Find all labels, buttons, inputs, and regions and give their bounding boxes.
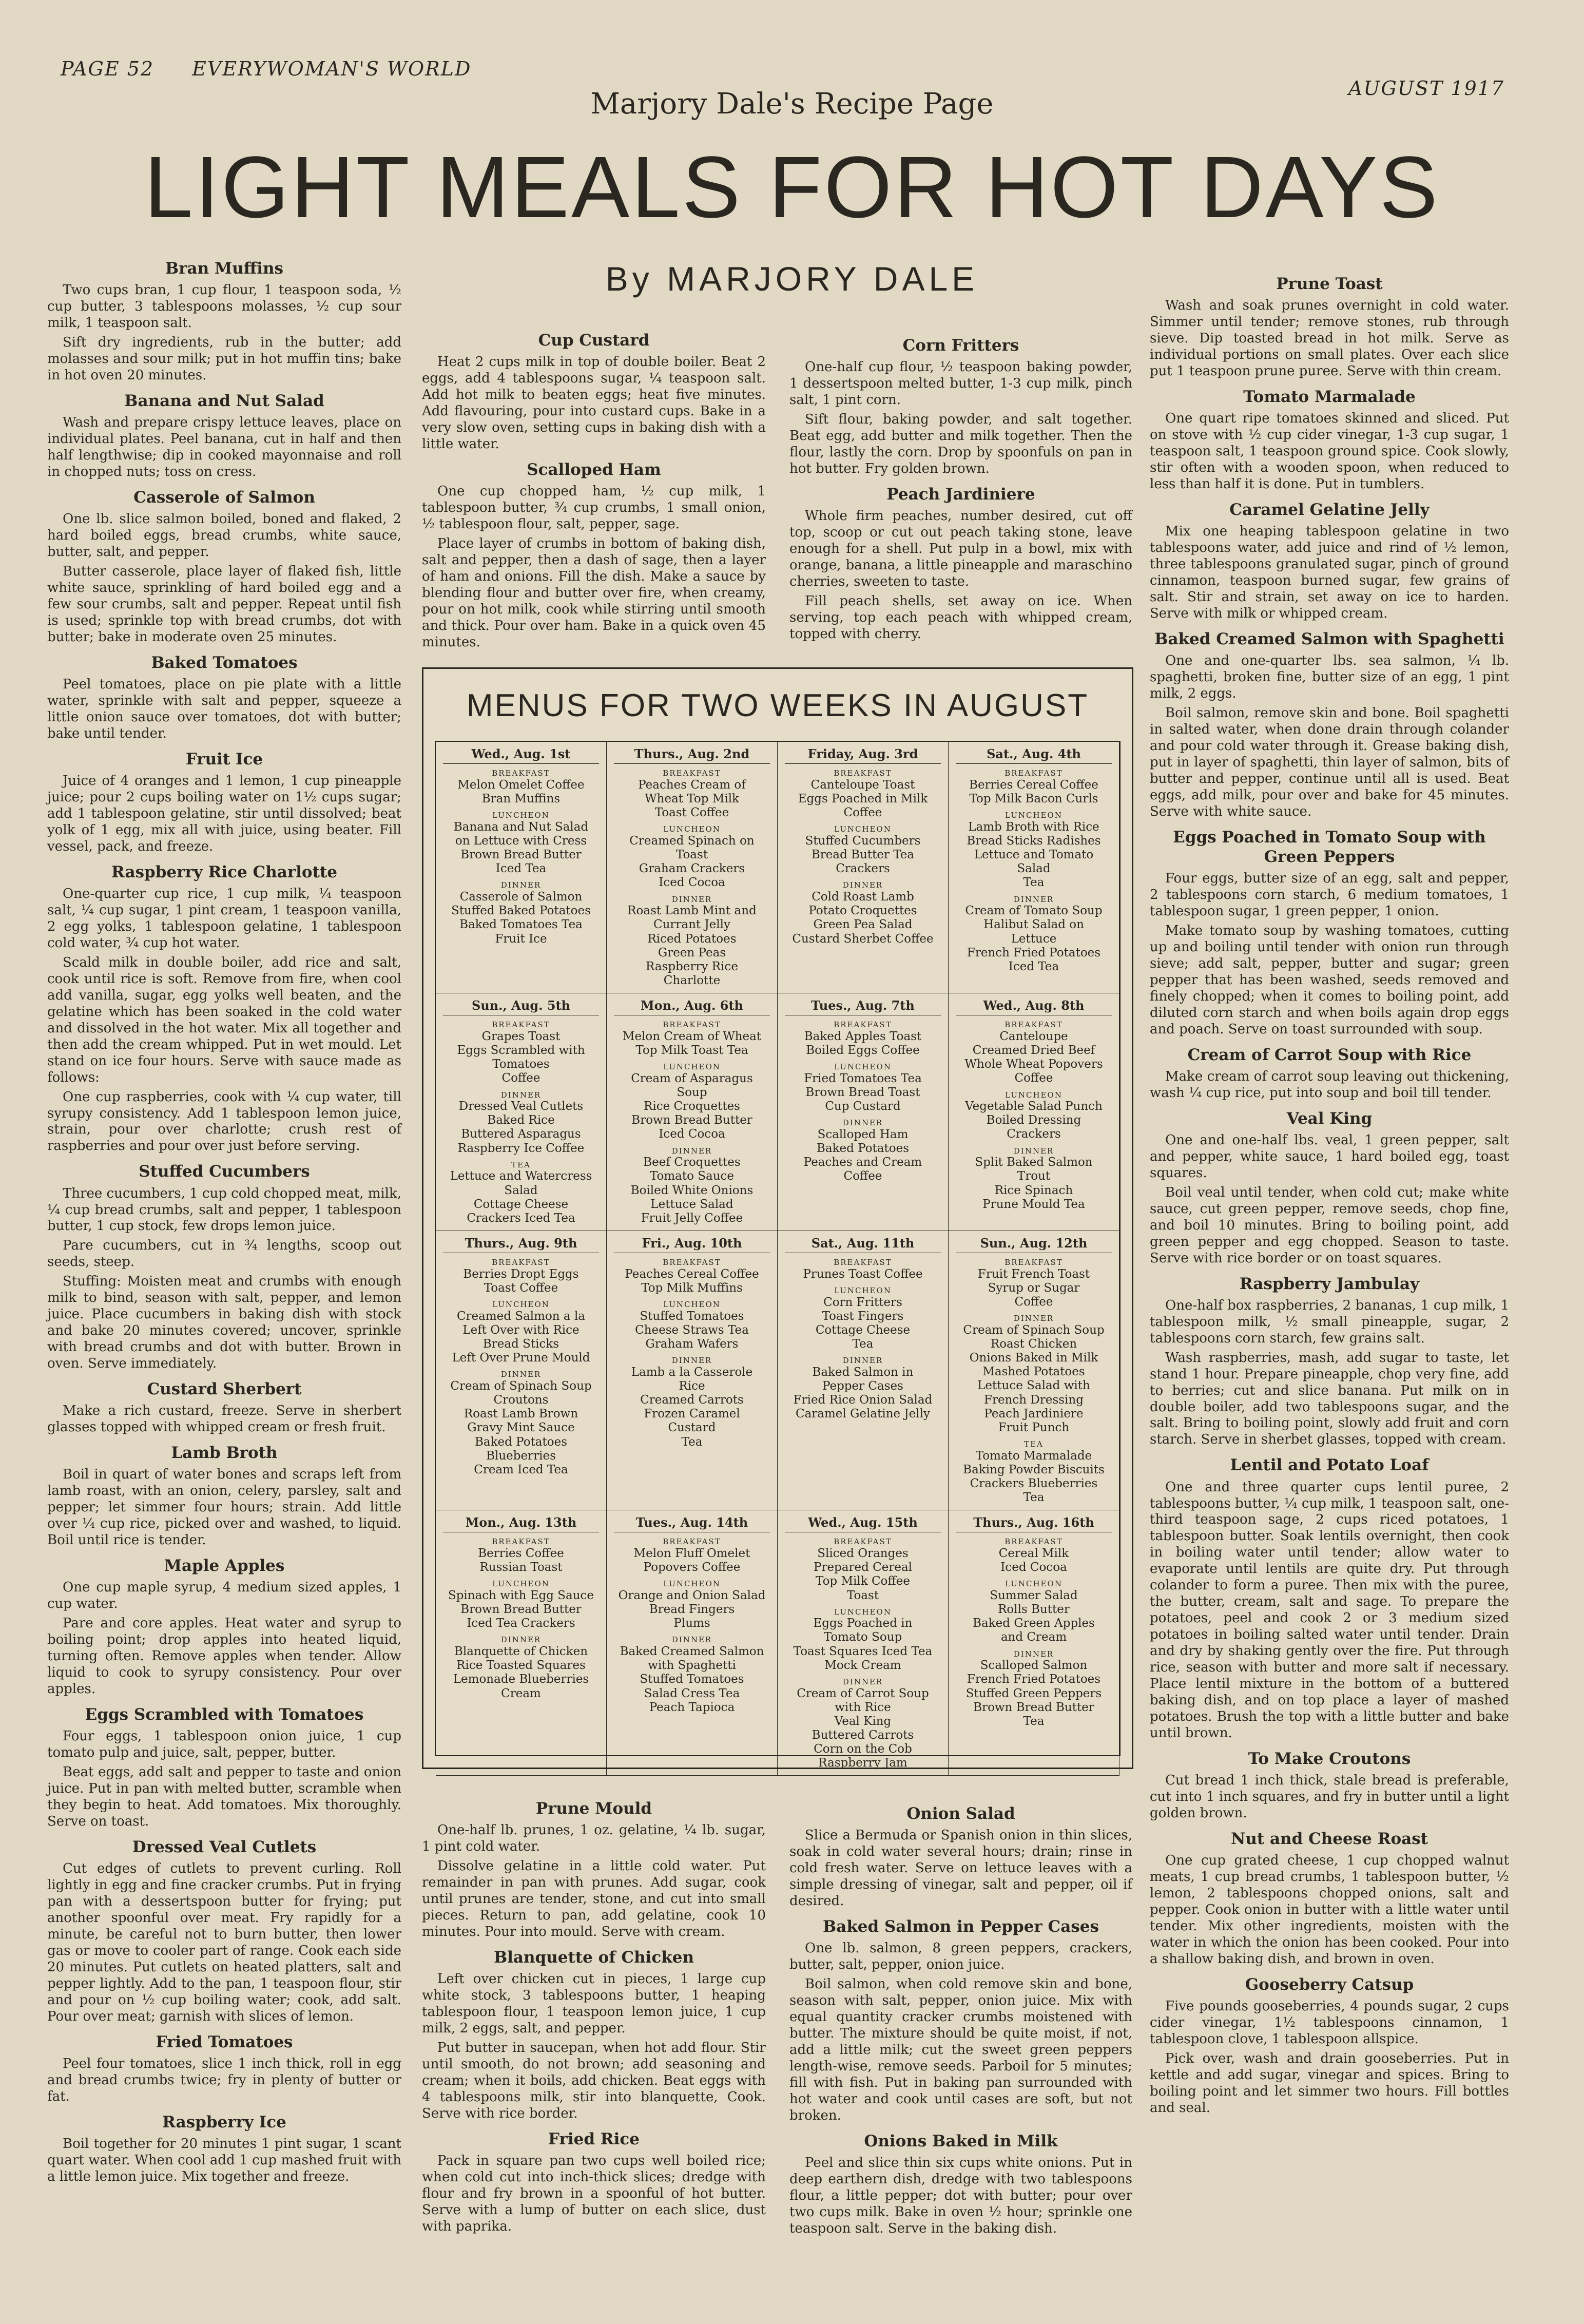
menu-meal-name: DINNER	[842, 1356, 883, 1366]
menu-meal-items: Blanquette of Chicken Rice Toasted Squares Lemonade Blueberries Cream	[453, 1645, 589, 1700]
menu-meal-name: BREAKFAST	[1005, 1020, 1063, 1030]
menu-day	[949, 993, 1119, 1231]
menu-meal-items: Stuffed Cucumbers Bread Butter Tea Crackers	[805, 834, 921, 876]
menu-meal-items: Summer Salad Rolls Butter Baked Green Apples and Cream	[973, 1589, 1095, 1644]
menu-day	[607, 1231, 778, 1510]
menu-day	[607, 993, 778, 1231]
menu-day-name: Sat., Aug. 11th	[785, 1236, 941, 1253]
menu-day-name: Thurs., Aug. 16th	[956, 1515, 1112, 1532]
recipe-text: Heat 2 cups milk in top of double boiler. Beat 2 eggs, add 4 tablespoons sugar, ¼ teaspoon salt. Add hot milk to beaten eggs; heat five minutes. Add flavouring, pour into custard cups. Bake in a very slow oven, setting cups in baking dish with a little water.	[422, 354, 766, 452]
recipe-text: One-half box raspberries, 2 bananas, 1 cup milk, 1 tablespoon milk, ½ small pineapple, sugar, 2 tablespoons corn starch, few grains salt.	[1150, 1297, 1509, 1346]
recipe-text: Whole firm peaches, number desired, cut off top, scoop or cut out peach taking stone, leave enough for a shell. Put pulp in a bowl, mix with orange, banana, a little pineapple and maraschino cherries, sweeten to taste.	[789, 508, 1132, 589]
recipe-title: Fried Tomatoes	[156, 2032, 293, 2051]
menu-meal-name: TEA	[1024, 1439, 1044, 1449]
menu-meal-items: Lamb a la Casserole Rice Creamed Carrots Frozen Caramel Custard Tea	[631, 1365, 753, 1449]
recipe-text: Slice a Bermuda or Spanish onion in thin slices, soak in cold water several hours; drain; rinse in cold fresh water. Serve on lettuce leaves with a simple dressing of vinegar, salt and pepper, oil if desired.	[789, 1828, 1132, 1909]
menu-meal-name: LUNCHEON	[492, 811, 550, 820]
menu-meal-items: Cream of Asparagus Soup Rice Croquettes Brown Bread Butter Iced Cocoa	[631, 1071, 753, 1141]
recipe-title: Nut and Cheese Roast	[1230, 1830, 1428, 1849]
recipe-text: Dissolve gelatine in a little cold water. Put remainder in pan with prunes. Add sugar, cook until prunes are tender, stone, and cut into small pieces. Return to pan, add gelatine, cook 10 minutes. Pour into mould. Serve with cream.	[422, 1858, 766, 1939]
menu-day	[436, 1231, 607, 1510]
menu-meal-items: Baked Salmon in Pepper Cases Fried Rice Onion Salad Caramel Gelatine Jelly	[793, 1365, 933, 1421]
menu-meal-items: Scalloped Salmon French Fried Potatoes Stuffed Green Peppers Brown Bread Butter Tea	[965, 1659, 1102, 1728]
menu-meal-items: Eggs Poached in Tomato Soup Toast Squares Iced Tea Mock Cream	[793, 1617, 933, 1672]
recipe-title: Onion Salad	[906, 1804, 1015, 1823]
recipe-text: One-half lb. prunes, 1 oz. gelatine, ¼ lb. sugar, 1 pint cold water.	[422, 1822, 766, 1855]
recipe-text: Pare and core apples. Heat water and syrup to boiling point; drop apples into heated liquid, turning often. Remove apples when tender. Allow liquid to cook to syrupy consistency. Pour over apples.	[47, 1616, 401, 1697]
menu-meal-name: DINNER	[842, 1118, 883, 1128]
menu-meal-name: DINNER	[671, 1635, 712, 1645]
menu-meal-items: Corn Fritters Toast Fingers Cottage Cheese Tea	[815, 1295, 911, 1351]
recipe-title: Eggs Scrambled with Tomatoes	[85, 1705, 364, 1724]
menu-meal-name: DINNER	[671, 894, 712, 904]
menu-day	[778, 1231, 949, 1510]
recipe-text: Five pounds gooseberries, 4 pounds sugar, 2 cups cider vinegar, 1½ tablespoons cinnamon, 1 tablespoon clove, 1 tablespoon allspice.	[1150, 1999, 1509, 2047]
menu-meal-items: Creamed Salmon a la Left Over with Rice Bread Sticks Left Over Prune Mould	[452, 1309, 590, 1365]
menu-meal-items: Lamb Broth with Rice Bread Sticks Radishes Lettuce and Tomato Salad Tea	[967, 820, 1101, 890]
recipe-text: Sift flour, baking powder, and salt together. Beat egg, add butter and milk together. Then the flour, lastly the corn. Drop by spoonfuls on pan in hot butter. Fry golden brown.	[789, 412, 1132, 476]
recipe-title: Gooseberry Catsup	[1245, 1975, 1414, 1994]
recipe-text: Boil together for 20 minutes 1 pint sugar, 1 scant quart water. When cool add 1 cup mashed fruit with a little lemon juice. Mix together and freeze.	[47, 2136, 401, 2184]
recipe-title: Raspberry Jambulay	[1239, 1274, 1420, 1293]
mid-left-column	[422, 323, 766, 654]
recipe-title: Caramel Gelatine Jelly	[1229, 500, 1430, 519]
menu-meal-items: Peaches Cereal Coffee Top Milk Muffins	[625, 1267, 759, 1295]
menu-meal-name: BREAKFAST	[663, 769, 721, 778]
recipe-text: Four eggs, 1 tablespoon onion juice, 1 cup tomato pulp and juice, salt, pepper, butter.	[47, 1728, 401, 1761]
byline: By MARJORY DALE	[605, 260, 979, 298]
menu-day-name: Tues., Aug. 14th	[614, 1515, 770, 1532]
menu-meal-items: Tomato Marmalade Baking Powder Biscuits Crackers Blueberries Tea	[963, 1449, 1105, 1504]
recipe-title: Stuffed Cucumbers	[139, 1162, 310, 1181]
menu-day	[436, 993, 607, 1231]
recipe-text: Fill peach shells, set away on ice. When serving, top each peach with whipped cream, topped with cherry.	[789, 593, 1132, 642]
menu-meal-name: BREAKFAST	[663, 1020, 721, 1030]
recipe-text: One-half cup flour, ½ teaspoon baking powder, 1 dessertspoon melted butter, 1-3 cup milk, pinch salt, 1 pint corn.	[789, 359, 1132, 408]
recipe-title: Peach Jardiniere	[886, 485, 1035, 504]
menu-meal-items: Banana and Nut Salad on Lettuce with Cress Brown Bread Butter Iced Tea	[453, 820, 589, 876]
menu-meal-items: Casserole of Salmon Stuffed Baked Potatoes Baked Tomatoes Tea Fruit Ice	[451, 890, 591, 946]
menu-meal-items: Cream of Spinach Soup Croutons Roast Lamb Brown Gravy Mint Sauce Baked Potatoes Blueberries Cream Iced Tea	[450, 1379, 592, 1476]
menu-day	[607, 1510, 778, 1776]
menu-meal-items: Berries Coffee Russian Toast	[478, 1547, 564, 1574]
recipe-text: Put butter in saucepan, when hot add flour. Stir until smooth, do not brown; add seasoning and cream; when it boils, add chicken. Beat eggs with 4 tablespoons milk, stir into blanquette, Cook. Serve with rice border.	[422, 2040, 766, 2121]
recipe-title: Corn Fritters	[902, 336, 1019, 355]
menu-meal-name: DINNER	[671, 1146, 712, 1156]
menu-meal-items: Spinach with Egg Sauce Brown Bread Butter Iced Tea Crackers	[448, 1589, 594, 1630]
recipe-title: Maple Apples	[164, 1557, 285, 1576]
menu-meal-items: Split Baked Salmon Trout Rice Spinach Prune Mould Tea	[975, 1156, 1093, 1211]
menu-meal-name: LUNCHEON	[834, 1607, 892, 1617]
menu-meal-items: Cold Roast Lamb Potato Croquettes Green Pea Salad Custard Sherbet Coffee	[792, 890, 934, 946]
menus-title: MENUS FOR TWO WEEKS IN AUGUST	[466, 688, 1089, 723]
menu-day-name: Wed., Aug. 8th	[956, 998, 1112, 1015]
recipe-title: Baked Tomatoes	[151, 653, 298, 672]
recipe-text: Stuffing: Moisten meat and crumbs with enough milk to bind, season with salt, pepper, and lemon juice. Place cucumbers in baking dish with stock and bake 20 minutes covered; uncover, sprinkle with bread crumbs and dot with butter. Brown in oven. Serve immediately.	[47, 1274, 401, 1372]
page-number: PAGE 52	[61, 57, 154, 80]
recipe-text: Pack in square pan two cups well boiled rice; when cold cut into inch-thick slices; dredge with flour and fry brown in a spoonful of hot butter. Serve with a lump of butter on each slice, dust with paprika.	[422, 2153, 766, 2234]
recipe-text: Four eggs, butter size of an egg, salt and pepper, 2 tablespoons corn starch, 6 medium tomatoes, 1 tablespoon sugar, 1 green pepper, 1 onion.	[1150, 870, 1509, 919]
recipe-text: Three cucumbers, 1 cup cold chopped meat, milk, ¼ cup bread crumbs, salt and pepper, 1 tablespoon butter, 1 cup stock, few drops lemon juice.	[47, 1185, 401, 1234]
recipe-text: One cup maple syrup, 4 medium sized apples, 1 cup water.	[47, 1580, 401, 1612]
recipe-title: Onions Baked in Milk	[864, 2131, 1058, 2150]
menu-meal-name: BREAKFAST	[1005, 769, 1063, 778]
recipe-text: Beat eggs, add salt and pepper to taste and onion juice. Put in pan with melted butter, scramble when they begin to heat. Add tomatoes. Mix thoroughly. Serve on toast.	[47, 1764, 401, 1830]
menu-meal-items: Fruit French Toast Syrup or Sugar Coffee	[977, 1267, 1090, 1309]
recipe-title: Raspberry Ice	[162, 2112, 286, 2131]
recipe-text: Wash and prepare crispy lettuce leaves, place on individual plates. Peel banana, cut in half and then half lengthwise; dip in cooked mayonnaise and roll in chopped nuts; toss on cress.	[47, 415, 401, 479]
recipe-text: Butter casserole, place layer of flaked fish, little white sauce, sprinkling of hard boiled egg and a few sour crumbs, salt and pepper. Repeat until fish is used; sprinkle top with bread crumbs, dot with butter; bake in moderate oven 25 minutes.	[47, 563, 401, 645]
recipe-title: Bran Muffins	[165, 259, 284, 278]
page-name: Marjory Dale's Recipe Page	[590, 87, 994, 121]
menu-day-name: Wed., Aug. 1st	[443, 747, 599, 764]
recipe-text: Peel and slice thin six cups white onions. Put in deep earthern dish, dredge with two tablespoons flour, a little pepper; dot with butter; pour over two cups milk. Bake in oven ½ hour; sprinkle one teaspoon salt. Serve in the baking dish.	[789, 2155, 1132, 2236]
menu-meal-name: DINNER	[1013, 1649, 1054, 1659]
page-header-left	[61, 57, 503, 80]
right-column	[1150, 267, 1509, 2120]
menu-meal-name: LUNCHEON	[663, 1062, 721, 1072]
recipe-title: Casserole of Salmon	[133, 488, 315, 507]
menu-meal-name: LUNCHEON	[663, 1579, 721, 1589]
menu-day	[607, 742, 778, 993]
menu-meal-name: DINNER	[671, 1356, 712, 1366]
menu-meal-name: LUNCHEON	[663, 1300, 721, 1310]
recipe-title: Lentil and Potato Loaf	[1230, 1456, 1429, 1475]
menu-day-name: Mon., Aug. 6th	[614, 998, 770, 1015]
menu-meal-name: DINNER	[842, 880, 883, 890]
menu-meal-items: Grapes Toast Eggs Scrambled with Tomatoes Coffee	[457, 1030, 585, 1085]
menu-meal-name: BREAKFAST	[834, 1537, 892, 1547]
recipe-text: Boil in quart of water bones and scraps left from lamb roast, with an onion, celery, parsley, salt and pepper; let simmer four hours; strain. Add little over ¼ cup rice, picked over and washed, to liquid. Boil until rice is tender.	[47, 1467, 401, 1548]
menu-meal-name: LUNCHEON	[1005, 1090, 1063, 1100]
menu-meal-name: LUNCHEON	[663, 824, 721, 834]
recipe-text: One and one-quarter lbs. sea salmon, ¼ lb. spaghetti, broken fine, butter size of an egg, 1 pint milk, 2 eggs.	[1150, 653, 1509, 701]
menu-meal-items: Sliced Oranges Prepared Cereal Top Milk Coffee Toast	[813, 1547, 913, 1602]
menu-meal-items: Cream of Spinach Soup Roast Chicken Onions Baked in Milk Mashed Potatoes Lettuce Salad with French Dressing Peach Jardiniere Fruit Punch	[963, 1323, 1105, 1434]
recipe-text: One lb. slice salmon boiled, boned and flaked, 2 hard boiled eggs, bread crumbs, white sauce, butter, salt, and pepper.	[47, 511, 401, 560]
recipe-text: One quart ripe tomatoes skinned and sliced. Put on stove with ½ cup cider vinegar, 1-3 cup sugar, 1 teaspoon salt, 1 teaspoon ground spice. Cook slowly, stir often with a wooden spoon, when reduced to less than half it is done. Put in tumblers.	[1150, 411, 1509, 492]
menu-day-name: Thurs., Aug. 2nd	[614, 747, 770, 764]
recipe-text: Wash raspberries, mash, add sugar to taste, let stand 1 hour. Prepare pineapple, chop very fine, add to berries; cut and slice banana. Put milk on in double boiler, add two tablespoons sugar, and the salt. Bring to boiling point, slowly add fruit and corn starch. Serve in sherbet glasses, topped with cream.	[1150, 1350, 1509, 1448]
recipe-text: Boil salmon, when cold remove skin and bone, season with salt, pepper, onion juice. Mix with equal quantity cracker crumbs moistened with butter. The mixture should be quite moist, if not, add a little milk; cut the sweet green peppers length-wise, remove seeds. Parboil for 5 minutes; fill with fish. Put in baking pan surrounded with hot water and cook until cases are soft, but not broken.	[789, 1976, 1132, 2123]
menu-meal-items: Peaches Cream of Wheat Top Milk Toast Coffee	[638, 778, 746, 820]
menu-meal-items: Vegetable Salad Punch Boiled Dressing Crackers	[965, 1100, 1103, 1141]
menu-day-name: Thurs., Aug. 9th	[443, 1236, 599, 1253]
menu-meal-name: DINNER	[1013, 1146, 1054, 1156]
menu-meal-name: BREAKFAST	[1005, 1537, 1063, 1547]
issue-date: AUGUST 1917	[1348, 77, 1504, 100]
headline: LIGHT MEALS FOR HOT DAYS	[144, 139, 1440, 236]
bottom-right-column	[789, 1797, 1132, 2240]
menu-meal-items: Orange and Onion Salad Bread Fingers Plums	[618, 1589, 766, 1630]
recipe-title: To Make Croutons	[1248, 1750, 1411, 1769]
menu-meal-items: Melon Cream of Wheat Top Milk Toast Tea	[622, 1030, 762, 1058]
recipe-text: One cup chopped ham, ½ cup milk, 1 tablespoon butter, ¾ cup crumbs, 1 small onion, ½ tablespoon flour, salt, pepper, sage.	[422, 484, 766, 532]
left-column	[47, 252, 401, 2188]
recipe-text: One cup grated cheese, 1 cup chopped walnut meats, 1 cup bread crumbs, 1 tablespoon butter, ½ lemon, 2 tablespoons chopped onions, salt and pepper. Cook onion in butter with a little water until tender. Mix other ingredients, moisten with the water in which the onion has been cooked. Pour into a shallow baking dish, and brown in oven.	[1150, 1853, 1509, 1967]
menu-meal-name: LUNCHEON	[1005, 1579, 1063, 1589]
menu-day	[778, 993, 949, 1231]
menus-box	[422, 667, 1133, 1769]
menu-meal-items: Melon Fluff Omelet Popovers Coffee	[633, 1547, 750, 1574]
recipe-title: Baked Salmon in Pepper Cases	[823, 1917, 1099, 1936]
menu-meal-name: LUNCHEON	[1005, 811, 1063, 820]
recipe-title: Eggs Poached in Tomato Soup with Green Peppers	[1173, 828, 1486, 866]
bottom-left-column	[422, 1792, 766, 2238]
menu-meal-name: BREAKFAST	[492, 1258, 550, 1267]
recipe-text: One lb. salmon, 8 green peppers, crackers, butter, salt, pepper, onion juice.	[789, 1941, 1132, 1973]
recipe-text: One cup raspberries, cook with ¼ cup water, till syrupy consistency. Add 1 tablespoon lemon juice, strain, pour over charlotte; crush rest of raspberries and pour over just before serving.	[47, 1089, 401, 1154]
recipe-text: One and three quarter cups lentil puree, 2 tablespoons butter, ¼ cup milk, 1 teaspoon salt, one-third teaspoon sage, 2 cups riced potatoes, 1 tablespoon butter. Soak lentils overnight, then cook in boiling water until tender; allow water to evaporate until lentils are quite dry. Put through colander to form a puree. Then mix with the puree, the butter, cream, salt and sage. To prepare the potatoes, peel and cook 2 or 3 medium sized potatoes in boiling salted water until tender. Drain and dry by shaking gently over the fire. Put through rice, season with butter and more salt if necessary. Place lentil mixture in the bottom of a buttered baking dish, and on top place a layer of mashed potatoes. Brush the top with a little butter and bake until brown.	[1150, 1479, 1509, 1741]
menu-meal-name: BREAKFAST	[492, 1537, 550, 1547]
menu-day	[949, 1231, 1119, 1510]
menu-meal-items: Cream of Carrot Soup with Rice Veal King Buttered Carrots Corn on the Cob Raspberry Jam	[797, 1686, 929, 1770]
menu-meal-name: BREAKFAST	[834, 1258, 892, 1267]
recipe-text: Mix one heaping tablespoon gelatine in two tablespoons water, add juice and rind of ½ lemon, three tablespoons granulated sugar, pinch of ground cinnamon, teaspoon burned sugar, few grains of salt. Stir and strain, set away on ice to harden. Serve with milk or whipped cream.	[1150, 524, 1509, 621]
menu-meal-items: Stuffed Tomatoes Cheese Straws Tea Graham Wafers	[635, 1309, 749, 1351]
menu-meal-items: Cream of Tomato Soup Halibut Salad on Lettuce French Fried Potatoes Iced Tea	[965, 904, 1103, 973]
menu-day	[949, 1510, 1119, 1776]
menu-meal-name: BREAKFAST	[834, 769, 892, 778]
recipe-text: Two cups bran, 1 cup flour, 1 teaspoon soda, ½ cup butter, 3 tablespoons molasses, ½ cup sour milk, 1 teaspoon salt.	[47, 282, 401, 331]
menu-day	[436, 742, 607, 993]
menu-meal-name: LUNCHEON	[834, 1062, 892, 1072]
menu-meal-items: Cereal Milk Iced Cocoa	[998, 1547, 1069, 1574]
menu-day	[436, 1510, 607, 1776]
menu-meal-name: DINNER	[500, 1090, 542, 1100]
menu-meal-name: LUNCHEON	[834, 824, 892, 834]
menu-day-name: Tues., Aug. 7th	[785, 998, 941, 1015]
menu-meal-items: Canteloupe Toast Eggs Poached in Milk Coffee	[798, 778, 928, 820]
menu-meal-items: Berries Cereal Coffee Top Milk Bacon Curls	[969, 778, 1098, 806]
menu-day	[949, 742, 1119, 993]
menus-grid	[435, 741, 1121, 1770]
recipe-text: Boil veal until tender, when cold cut; make white sauce, cut green pepper, remove seeds, chop fine, and boil 10 minutes. Bring to boiling point, add green pepper and egg chopped. Season to taste. Serve with rice border or on toast squares.	[1150, 1184, 1509, 1266]
menu-meal-name: BREAKFAST	[1005, 1258, 1063, 1267]
recipe-text: Pare cucumbers, cut in ¾ lengths, scoop out seeds, steep.	[47, 1238, 401, 1270]
menu-meal-items: Berries Dropt Eggs Toast Coffee	[463, 1267, 579, 1295]
recipe-text: Boil salmon, remove skin and bone. Boil spaghetti in salted water, when done drain through colander and pour cold water through it. Grease baking dish, put in layer of spaghetti, thin layer of salmon, bits of butter and pepper, continue until all is used. Beat eggs, add milk, pour over and bake for 45 minutes. Serve with white sauce.	[1150, 705, 1509, 819]
recipe-title: Prune Toast	[1276, 275, 1383, 293]
menu-day-name: Friday, Aug. 3rd	[785, 747, 941, 764]
menu-meal-items: Roast Lamb Mint and Currant Jelly Riced Potatoes Green Peas Raspberry Rice Charlotte	[627, 904, 757, 987]
menu-day-name: Sun., Aug. 5th	[443, 998, 599, 1015]
recipe-text: Wash and soak prunes overnight in cold water. Simmer until tender; remove stones, rub through sieve. Dip toasted bread in hot milk. Serve as individual portions on small plates. Over each slice put 1 teaspoon prune puree. Serve with thin cream.	[1150, 298, 1509, 379]
recipe-title: Baked Creamed Salmon with Spaghetti	[1154, 629, 1504, 648]
menu-day-name: Mon., Aug. 13th	[443, 1515, 599, 1532]
recipe-text: Peel tomatoes, place on pie plate with a little water, sprinkle with salt and pepper, squeeze a little onion sauce over tomatoes, dot with butter; bake until tender.	[47, 676, 401, 741]
recipe-text: Peel four tomatoes, slice 1 inch thick, roll in egg and bread crumbs twice; fry in plenty of butter or fat.	[47, 2056, 401, 2104]
menu-meal-name: DINNER	[500, 1635, 542, 1645]
menu-meal-items: Baked Apples Toast Boiled Eggs Coffee	[804, 1030, 922, 1058]
menu-meal-name: LUNCHEON	[492, 1300, 550, 1310]
recipe-text: Juice of 4 oranges and 1 lemon, 1 cup pineapple juice; pour 2 cups boiling water on 1½ cups sugar; add 1 tablespoon gelatine, stir until dissolved; beat yolk of 1 egg, mix all with juice, using beater. Fill vessel, pack, and freeze.	[47, 773, 401, 854]
recipe-text: Cut edges of cutlets to prevent curling. Roll lightly in egg and fine cracker crumbs. Put in frying pan with a dessertspoon butter for frying; put another spoonful over meat. Fry rapidly for a minute, be careful not to burn butter, then lower gas or move to cooler part of range. Cook each side 20 minutes. Put cutlets on heated platters, salt and pepper lightly. Add to the pan, 1 teaspoon flour, stir and pour on ½ cup boiling water; cook, add salt. Pour over meat; garnish with slices of lemon.	[47, 1861, 401, 2024]
menu-meal-name: LUNCHEON	[834, 1286, 892, 1295]
menu-meal-items: Fried Tomatoes Tea Brown Bread Toast Cup Custard	[804, 1071, 922, 1113]
menu-day	[778, 742, 949, 993]
recipe-title: Custard Sherbert	[147, 1380, 302, 1399]
recipe-text: Sift dry ingredients, rub in the butter; add molasses and sour milk; put in hot muffin tins; bake in hot oven 20 minutes.	[47, 335, 401, 383]
menu-meal-items: Lettuce and Watercress Salad Cottage Cheese Crackers Iced Tea	[450, 1169, 592, 1225]
recipe-title: Dressed Veal Cutlets	[132, 1838, 317, 1857]
recipe-text: Make a rich custard, freeze. Serve in sherbert glasses topped with whipped cream or fresh fruit.	[47, 1403, 401, 1435]
recipe-text: Cut bread 1 inch thick, stale bread is preferable, cut into 1 inch squares, and fry in butter until a light golden brown.	[1150, 1773, 1509, 1821]
menu-meal-name: BREAKFAST	[663, 1258, 721, 1267]
recipe-title: Tomato Marmalade	[1243, 387, 1416, 406]
recipe-title: Fruit Ice	[185, 750, 263, 769]
recipe-text: One-quarter cup rice, 1 cup milk, ¼ teaspoon salt, ¼ cup sugar, 1 pint cream, 1 teaspoon vanilla, 2 egg yolks, 1 tablespoon gelatine, 1 tablespoon cold water, ¾ cup hot water.	[47, 886, 401, 951]
menu-day-name: Sat., Aug. 4th	[956, 747, 1112, 764]
menu-meal-items: Canteloupe Creamed Dried Beef Whole Wheat Popovers Coffee	[964, 1030, 1103, 1085]
menu-meal-name: BREAKFAST	[663, 1537, 721, 1547]
recipe-title: Fried Rice	[548, 2129, 640, 2148]
menu-meal-items: Prunes Toast Coffee	[803, 1267, 923, 1281]
menu-meal-items: Baked Creamed Salmon with Spaghetti Stuffed Tomatoes Salad Cress Tea Peach Tapioca	[620, 1645, 764, 1714]
menu-meal-items: Scalloped Ham Baked Potatoes Peaches and Cream Coffee	[803, 1128, 922, 1183]
menu-meal-name: TEA	[511, 1160, 531, 1169]
menu-meal-name: BREAKFAST	[492, 769, 550, 778]
recipe-text: Place layer of crumbs in bottom of baking dish, salt and pepper, then a dash of sage, then a layer of ham and onions. Fill the dish. Make a sauce by blending flour and butter over fire, when creamy, pour on hot milk, cook while stirring until smooth and thick. Pour over ham. Bake in a quick oven 45 minutes.	[422, 535, 766, 650]
menu-meal-items: Melon Omelet Coffee Bran Muffins	[457, 778, 585, 806]
menu-meal-name: BREAKFAST	[492, 1020, 550, 1030]
recipe-text: Scald milk in double boiler, add rice and salt, cook until rice is soft. Remove from fire, when cool add vanilla, sugar, egg yolks well beaten, and the gelatine which has been soaked in the cold water and dissolved in the hot water. Mix all together and then add the cream whipped. Put in wet mould. Let stand on ice four hours. Serve with sauce made as follows:	[47, 954, 401, 1085]
menu-meal-name: DINNER	[1013, 1314, 1054, 1323]
menu-meal-name: LUNCHEON	[492, 1579, 550, 1589]
recipe-title: Banana and Nut Salad	[124, 391, 324, 410]
menu-meal-name: DINNER	[500, 1370, 542, 1379]
recipe-text: Make tomato soup by washing tomatoes, cutting up and boiling until tender with onion run through sieve; add salt, pepper, butter and sugar; green pepper that has been washed, seeds removed and finely chopped; when it comes to boiling point, add diluted corn starch and when boils again drop eggs and poach. Serve on toast surrounded with soup.	[1150, 923, 1509, 1037]
recipe-title: Cup Custard	[538, 331, 650, 350]
recipe-title: Cream of Carrot Soup with Rice	[1187, 1045, 1472, 1064]
recipe-text: Left over chicken cut in pieces, 1 large cup white stock, 3 tablespoons butter, 1 heaping tablespoon flour, 1 teaspoon lemon juice, 1 cup milk, 2 eggs, salt, and pepper.	[422, 1971, 766, 2036]
menu-meal-items: Creamed Spinach on Toast Graham Crackers Iced Cocoa	[629, 834, 755, 890]
recipe-title: Veal King	[1286, 1109, 1373, 1128]
recipe-title: Prune Mould	[535, 1799, 652, 1818]
recipe-text: Make cream of carrot soup leaving out thickening, wash ¼ cup rice, put into soup and boil till tender.	[1150, 1068, 1509, 1101]
menu-meal-name: DINNER	[842, 1677, 883, 1686]
menu-meal-name: BREAKFAST	[834, 1020, 892, 1030]
menu-meal-name: DINNER	[1013, 894, 1054, 904]
recipe-title: Lamb Broth	[171, 1444, 278, 1463]
menu-meal-items: Beef Croquettes Tomato Sauce Boiled White Onions Lettuce Salad Fruit Jelly Coffee	[630, 1156, 754, 1225]
menu-meal-name: DINNER	[500, 880, 542, 890]
menu-day-name: Wed., Aug. 15th	[785, 1515, 941, 1532]
menu-meal-items: Dressed Veal Cutlets Baked Rice Buttered Asparagus Raspberry Ice Coffee	[457, 1100, 585, 1155]
mid-right-column	[789, 329, 1132, 646]
menu-day-name: Sun., Aug. 12th	[956, 1236, 1112, 1253]
menu-day	[778, 1510, 949, 1776]
recipe-title: Scalloped Ham	[527, 460, 661, 479]
menu-day-name: Fri., Aug. 10th	[614, 1236, 770, 1253]
magazine-name: EVERYWOMAN'S WORLD	[192, 57, 472, 80]
recipe-title: Raspberry Rice Charlotte	[111, 862, 337, 881]
recipe-text: Pick over, wash and drain gooseberries. Put in kettle and add sugar, vinegar and spices. Bring to boiling point and let simmer two hours. Fill bottles and seal.	[1150, 2051, 1509, 2116]
recipe-text: One and one-half lbs. veal, 1 green pepper, salt and pepper, white sauce, 1 hard boiled egg, toast squares.	[1150, 1132, 1509, 1181]
recipe-title: Blanquette of Chicken	[493, 1948, 694, 1967]
